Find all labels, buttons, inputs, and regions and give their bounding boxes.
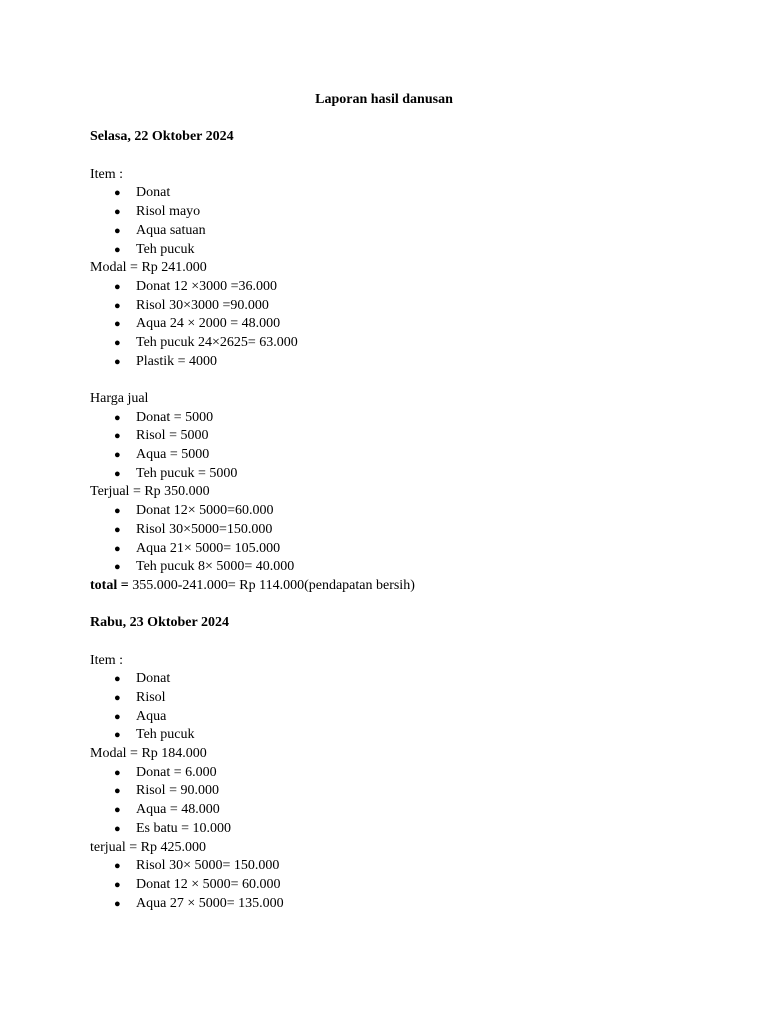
bullet-icon: ● bbox=[114, 299, 121, 312]
day1-total-value: 355.000-241.000= Rp 114.000(pendapatan bersih) bbox=[128, 577, 415, 593]
day2-terjual-label: terjual = Rp 425.000 bbox=[90, 839, 206, 855]
bullet-icon: ● bbox=[114, 187, 121, 200]
list-item bbox=[90, 409, 678, 428]
list-item bbox=[90, 241, 678, 260]
list-item bbox=[90, 222, 678, 241]
day1-terjual-label: Terjual = Rp 350.000 bbox=[90, 484, 210, 500]
list-item-text: Aqua 27 × 5000= 135.000 bbox=[136, 895, 284, 911]
day1-terjual-list bbox=[90, 502, 678, 577]
list-item bbox=[90, 670, 678, 689]
list-item-text: Donat 12 ×3000 =36.000 bbox=[136, 278, 278, 294]
list-item-text: Donat = 5000 bbox=[136, 409, 214, 425]
list-item bbox=[90, 558, 678, 577]
list-item bbox=[90, 184, 678, 203]
list-item-text: Teh pucuk bbox=[136, 241, 195, 257]
bullet-icon: ● bbox=[114, 822, 121, 835]
day1-modal-list bbox=[90, 278, 678, 371]
list-item-text: Teh pucuk bbox=[136, 727, 195, 743]
list-item bbox=[90, 465, 678, 484]
bullet-icon: ● bbox=[114, 673, 121, 686]
list-item-text: Donat 12 × 5000= 60.000 bbox=[136, 876, 281, 892]
list-item bbox=[90, 708, 678, 727]
spacer bbox=[90, 110, 678, 129]
list-item-text: Risol 30×3000 =90.000 bbox=[136, 297, 269, 313]
list-item-text: Aqua = 5000 bbox=[136, 447, 210, 463]
bullet-icon: ● bbox=[114, 692, 121, 704]
bullet-icon: ● bbox=[114, 224, 121, 237]
day1-modal-label: Modal = Rp 241.000 bbox=[90, 260, 207, 276]
day1-harga-list bbox=[90, 409, 678, 484]
bullet-icon: ● bbox=[114, 430, 121, 443]
list-item bbox=[90, 540, 678, 559]
list-item bbox=[90, 857, 678, 876]
list-item bbox=[90, 764, 678, 783]
list-item bbox=[90, 446, 678, 465]
document-title: Laporan hasil danusan bbox=[315, 92, 453, 107]
list-item-text: Risol 30×5000=150.000 bbox=[136, 521, 273, 537]
list-item-text: Aqua = 48.000 bbox=[136, 802, 220, 818]
list-item-text: Teh pucuk = 5000 bbox=[136, 465, 238, 481]
bullet-icon: ● bbox=[114, 280, 121, 293]
bullet-icon: ● bbox=[114, 710, 121, 723]
day2-modal-list bbox=[90, 764, 678, 839]
list-item-text: Donat bbox=[136, 185, 171, 201]
list-item-text: Es batu = 10.000 bbox=[136, 820, 231, 836]
list-item bbox=[90, 521, 678, 540]
bullet-icon: ● bbox=[114, 897, 121, 910]
day1-total-label: total = bbox=[90, 577, 129, 593]
spacer bbox=[90, 596, 678, 615]
list-item-text: Teh pucuk 8× 5000= 40.000 bbox=[136, 559, 295, 575]
list-item bbox=[90, 278, 678, 297]
day2-item-list bbox=[90, 670, 678, 745]
list-item bbox=[90, 297, 678, 316]
list-item-text: Teh pucuk 24×2625= 63.000 bbox=[136, 334, 298, 350]
list-item bbox=[90, 334, 678, 353]
list-item-text: Risol 30× 5000= 150.000 bbox=[136, 858, 280, 874]
bullet-icon: ● bbox=[114, 561, 121, 574]
spacer bbox=[90, 147, 678, 166]
list-item-text: Risol = 90.000 bbox=[136, 783, 219, 799]
list-item-text: Aqua satuan bbox=[136, 222, 206, 238]
day1-item-list bbox=[90, 184, 678, 259]
list-item bbox=[90, 801, 678, 820]
day1-item-label: Item : bbox=[90, 166, 124, 182]
list-item-text: Risol bbox=[136, 690, 166, 705]
list-item bbox=[90, 353, 678, 372]
bullet-icon: ● bbox=[114, 766, 121, 779]
bullet-icon: ● bbox=[114, 467, 121, 480]
bullet-icon: ● bbox=[114, 505, 121, 518]
list-item-text: Donat bbox=[136, 671, 171, 687]
bullet-icon: ● bbox=[114, 318, 121, 331]
list-item bbox=[90, 203, 678, 222]
day2-date-heading: Rabu, 23 Oktober 2024 bbox=[90, 615, 229, 631]
bullet-icon: ● bbox=[114, 523, 121, 536]
list-item-text: Aqua 21× 5000= 105.000 bbox=[136, 540, 281, 556]
list-item-text: Aqua bbox=[136, 708, 167, 724]
list-item bbox=[90, 820, 678, 839]
list-item-text: Aqua 24 × 2000 = 48.000 bbox=[136, 316, 281, 332]
spacer bbox=[90, 371, 678, 390]
bullet-icon: ● bbox=[114, 878, 121, 891]
spacer bbox=[90, 633, 678, 652]
bullet-icon: ● bbox=[114, 860, 121, 873]
list-item bbox=[90, 782, 678, 801]
bullet-icon: ● bbox=[114, 785, 121, 798]
bullet-icon: ● bbox=[114, 542, 121, 555]
list-item bbox=[90, 726, 678, 745]
list-item bbox=[90, 427, 678, 446]
list-item-text: Donat 12× 5000=60.000 bbox=[136, 503, 274, 519]
day1-date-heading: Selasa, 22 Oktober 2024 bbox=[90, 129, 234, 145]
bullet-icon: ● bbox=[114, 243, 121, 256]
list-item bbox=[90, 502, 678, 521]
bullet-icon: ● bbox=[114, 449, 121, 462]
day2-terjual-list bbox=[90, 857, 678, 913]
list-item bbox=[90, 315, 678, 334]
list-item-text: Risol = 5000 bbox=[136, 428, 209, 444]
bullet-icon: ● bbox=[114, 411, 121, 424]
bullet-icon: ● bbox=[114, 355, 121, 368]
bullet-icon: ● bbox=[114, 804, 121, 817]
list-item bbox=[90, 876, 678, 895]
day1-total-line bbox=[90, 577, 678, 596]
bullet-icon: ● bbox=[114, 206, 121, 219]
list-item-text: Plastik = 4000 bbox=[136, 353, 218, 369]
list-item-text: Risol mayo bbox=[136, 204, 201, 220]
bullet-icon: ● bbox=[114, 336, 121, 349]
day2-item-label: Item : bbox=[90, 652, 124, 668]
bullet-icon: ● bbox=[114, 729, 121, 742]
day2-modal-label: Modal = Rp 184.000 bbox=[90, 746, 207, 762]
day1-harga-label: Harga jual bbox=[90, 391, 149, 406]
list-item-text: Donat = 6.000 bbox=[136, 764, 217, 780]
list-item bbox=[90, 689, 678, 708]
list-item bbox=[90, 895, 678, 914]
